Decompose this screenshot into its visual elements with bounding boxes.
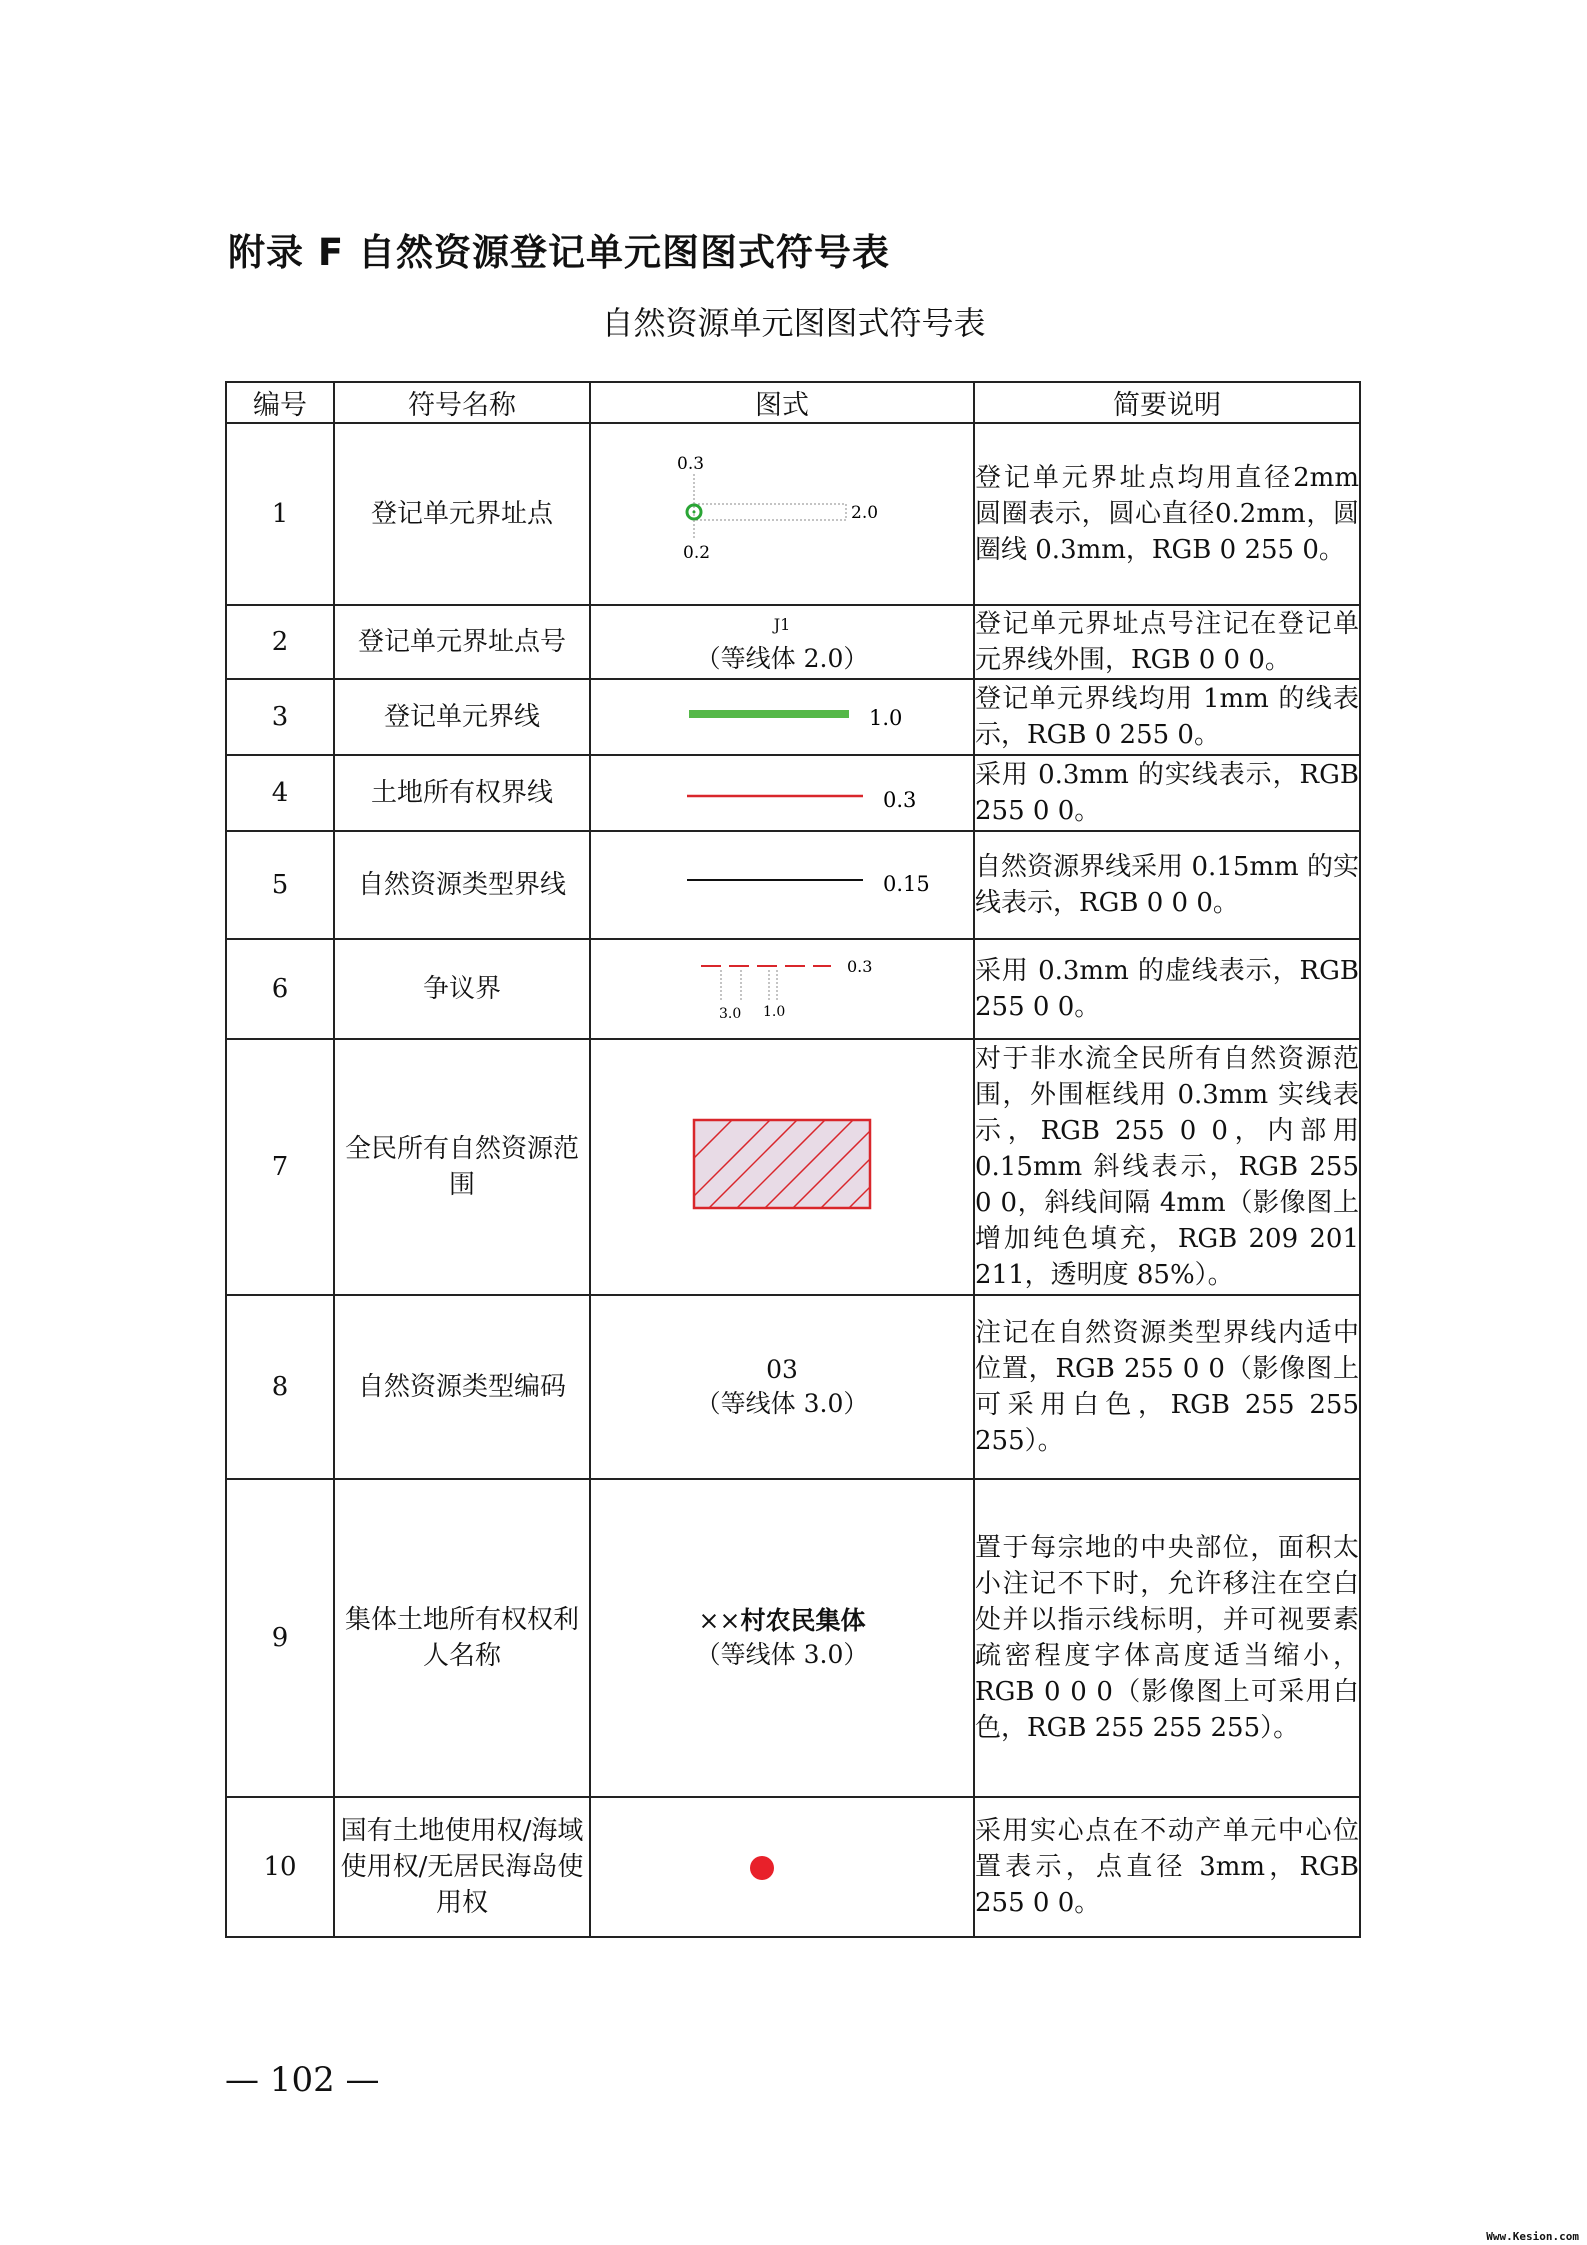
- red-dot-icon: [750, 1856, 774, 1880]
- dash-label: 3.0: [719, 1006, 742, 1022]
- symbol-description: 采用 0.3mm 的虚线表示，RGB 255 0 0。: [974, 939, 1360, 1039]
- symbol-name: 登记单元界址点号: [334, 605, 590, 679]
- appendix-heading: 附录 F 自然资源登记单元图图式符号表: [228, 231, 891, 274]
- table-row: [226, 1797, 1360, 1937]
- disputed-boundary-line: [591, 940, 975, 1034]
- symbol-description: 登记单元界址点均用直径2mm 圆圈表示，圆心直径0.2mm，圆圈线 0.3mm，RGB 0 255 0。: [974, 423, 1360, 605]
- symbol-name: 自然资源类型界线: [334, 831, 590, 939]
- width-label: 0.15: [883, 872, 930, 896]
- symbol-description: 登记单元界线均用 1mm 的线表示，RGB 0 255 0。: [974, 679, 1360, 755]
- symbol-name: 自然资源类型编码: [334, 1295, 590, 1479]
- col-header-number: 编号: [226, 382, 334, 423]
- row-number: 1: [226, 423, 334, 605]
- gap-label: 1.0: [763, 1004, 786, 1020]
- ownership-boundary-line: [591, 756, 975, 826]
- symbol-name: 争议界: [334, 939, 590, 1039]
- width-label: 1.0: [869, 706, 903, 730]
- table-title: 自然资源单元图图式符号表: [601, 304, 986, 342]
- dot-label: 0.2: [683, 543, 711, 563]
- col-header-description: 简要说明: [974, 382, 1360, 423]
- row-number: 6: [226, 939, 334, 1039]
- symbol-figure: [590, 605, 974, 679]
- symbol-figure: [590, 1039, 974, 1295]
- row-number: 4: [226, 755, 334, 831]
- length-label: 2.0: [851, 503, 879, 523]
- point-number-sample: [591, 608, 973, 676]
- watermark-text: Www.Kesion.com: [1486, 2230, 1579, 2243]
- row-number: 3: [226, 679, 334, 755]
- symbol-figure: [590, 1479, 974, 1797]
- symbol-figure: [590, 939, 974, 1039]
- table-row: [226, 1295, 1360, 1479]
- table-row: [226, 423, 1360, 605]
- table-header-row: [226, 382, 1360, 423]
- table-row: [226, 679, 1360, 755]
- symbol-name: 土地所有权界线: [334, 755, 590, 831]
- symbol-name: 集体土地所有权权利人名称: [334, 1479, 590, 1797]
- symbol-name: 全民所有自然资源范围: [334, 1039, 590, 1295]
- resource-type-boundary-line: [591, 832, 975, 934]
- symbol-description: 注记在自然资源类型界线内适中位置，RGB 255 0 0（影像图上可采用白色，RGB 255 255 255）。: [974, 1295, 1360, 1479]
- symbol-figure: [590, 423, 974, 605]
- sample-text: J1: [773, 615, 791, 634]
- symbol-table: [225, 381, 1361, 1938]
- sample-text: 03: [766, 1355, 798, 1384]
- symbol-name: 国有土地使用权/海域使用权/无居民海岛使用权: [334, 1797, 590, 1937]
- symbol-figure: [590, 755, 974, 831]
- table-row: [226, 939, 1360, 1039]
- table-row: [226, 831, 1360, 939]
- row-number: 7: [226, 1039, 334, 1295]
- page-number: — 102 —: [225, 2060, 380, 2100]
- symbol-description: 采用 0.3mm 的实线表示，RGB 255 0 0。: [974, 755, 1360, 831]
- font-spec: （等线体 3.0）: [695, 1389, 869, 1418]
- table-row: [226, 605, 1360, 679]
- sample-prefix: ××: [698, 1606, 741, 1635]
- hatched-area-symbol: [591, 1040, 975, 1290]
- symbol-description: 对于非水流全民所有自然资源范围，外围框线用 0.3mm 实线表示，RGB 255 0 0，内部用 0.15mm 斜线表示，RGB 255 0 0，斜线间隔 4mm（影像图上增加纯色填充，RGB 209 201 211，透明度 85%）。: [974, 1039, 1360, 1295]
- symbol-description: 登记单元界址点号注记在登记单元界线外围，RGB 0 0 0。: [974, 605, 1360, 679]
- sample-text: 村农民集体: [740, 1606, 866, 1635]
- owner-name-sample: [591, 1604, 973, 1672]
- symbol-figure: [590, 679, 974, 755]
- width-label: 0.3: [847, 957, 873, 976]
- boundary-point-symbol: [591, 424, 975, 600]
- row-number: 2: [226, 605, 334, 679]
- solid-point-symbol: [591, 1798, 975, 1932]
- symbol-figure: [590, 831, 974, 939]
- symbol-description: 自然资源界线采用 0.15mm 的实线表示，RGB 0 0 0。: [974, 831, 1360, 939]
- width-label: 0.3: [883, 788, 917, 812]
- symbol-figure: [590, 1295, 974, 1479]
- type-code-sample: [591, 1353, 973, 1421]
- symbol-figure: [590, 1797, 974, 1937]
- row-number: 8: [226, 1295, 334, 1479]
- col-header-name: 符号名称: [334, 382, 590, 423]
- row-number: 9: [226, 1479, 334, 1797]
- symbol-name: 登记单元界址点: [334, 423, 590, 605]
- symbol-description: 采用实心点在不动产单元中心位置表示，点直径 3mm，RGB 255 0 0。: [974, 1797, 1360, 1937]
- unit-boundary-line: [591, 680, 975, 750]
- stroke-label: 0.3: [677, 454, 705, 474]
- row-number: 5: [226, 831, 334, 939]
- font-spec: （等线体 3.0）: [695, 1640, 869, 1669]
- font-spec: （等线体 2.0）: [695, 644, 869, 673]
- table-row: [226, 1039, 1360, 1295]
- table-row: [226, 755, 1360, 831]
- row-number: 10: [226, 1797, 334, 1937]
- table-row: [226, 1479, 1360, 1797]
- symbol-description: 置于每宗地的中央部位，面积太小注记不下时，允许移注在空白处并以指示线标明，并可视要素疏密程度字体高度适当缩小，RGB 0 0 0（影像图上可采用白色，RGB 255 255 255）。: [974, 1479, 1360, 1797]
- col-header-figure: 图式: [590, 382, 974, 423]
- symbol-name: 登记单元界线: [334, 679, 590, 755]
